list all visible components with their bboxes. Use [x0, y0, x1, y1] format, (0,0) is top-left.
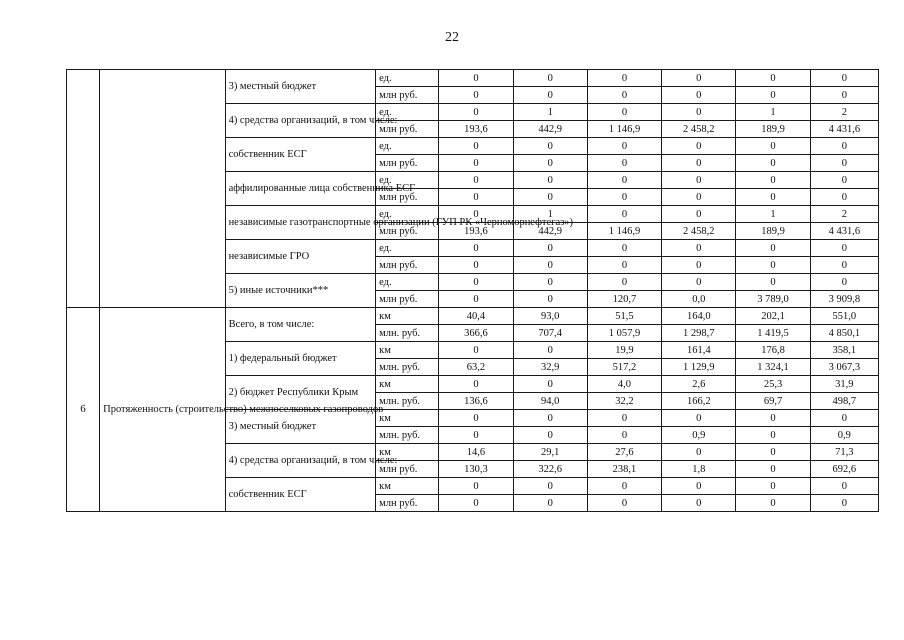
- value-cell: 0: [439, 87, 513, 104]
- unit-cell: км: [376, 342, 439, 359]
- value-cell: 0: [662, 495, 736, 512]
- value-cell: 0: [736, 427, 810, 444]
- value-cell: 0: [736, 87, 810, 104]
- value-cell: 0: [587, 104, 661, 121]
- unit-cell: млн руб.: [376, 495, 439, 512]
- value-cell: 0: [810, 240, 878, 257]
- value-cell: 14,6: [439, 444, 513, 461]
- value-cell: 0: [439, 206, 513, 223]
- value-cell: 551,0: [810, 308, 878, 325]
- value-cell: 0: [662, 104, 736, 121]
- value-cell: 0: [662, 189, 736, 206]
- value-cell: 0: [439, 172, 513, 189]
- value-cell: 0: [810, 274, 878, 291]
- value-cell: 130,3: [439, 461, 513, 478]
- value-cell: 0: [736, 410, 810, 427]
- value-cell: 0: [587, 70, 661, 87]
- value-cell: 0: [439, 189, 513, 206]
- table-row: [67, 308, 879, 325]
- value-cell: 0: [439, 376, 513, 393]
- value-cell: 0: [439, 410, 513, 427]
- value-cell: 2,6: [662, 376, 736, 393]
- value-cell: 2: [810, 104, 878, 121]
- unit-cell: ед.: [376, 104, 439, 121]
- value-cell: 0: [736, 444, 810, 461]
- funding-source-cell: 2) бюджет Республики Крым: [225, 376, 376, 410]
- value-cell: 69,7: [736, 393, 810, 410]
- indicator-cell: Протяженность (строительство) межпоселковых газопроводов: [100, 308, 225, 512]
- value-cell: 0: [587, 189, 661, 206]
- funding-source-cell: собственник ЕСГ: [225, 138, 376, 172]
- value-cell: 0: [513, 257, 587, 274]
- value-cell: 0: [587, 478, 661, 495]
- value-cell: 0: [513, 342, 587, 359]
- unit-cell: млн. руб.: [376, 427, 439, 444]
- value-cell: 1: [736, 206, 810, 223]
- value-cell: 0: [513, 172, 587, 189]
- value-cell: 2 458,2: [662, 223, 736, 240]
- value-cell: 0: [810, 189, 878, 206]
- funding-source-cell: Всего, в том числе:: [225, 308, 376, 342]
- value-cell: 0: [513, 478, 587, 495]
- unit-cell: км: [376, 410, 439, 427]
- value-cell: 164,0: [662, 308, 736, 325]
- value-cell: 0: [439, 274, 513, 291]
- unit-cell: ед.: [376, 206, 439, 223]
- value-cell: 3 067,3: [810, 359, 878, 376]
- value-cell: 0: [439, 155, 513, 172]
- unit-cell: ед.: [376, 138, 439, 155]
- value-cell: 0: [513, 87, 587, 104]
- unit-cell: ед.: [376, 70, 439, 87]
- value-cell: 0: [513, 291, 587, 308]
- unit-cell: млн руб.: [376, 461, 439, 478]
- value-cell: 0: [587, 257, 661, 274]
- value-cell: 0: [736, 138, 810, 155]
- value-cell: 3 789,0: [736, 291, 810, 308]
- value-cell: 0: [513, 495, 587, 512]
- value-cell: 32,9: [513, 359, 587, 376]
- value-cell: 0: [587, 274, 661, 291]
- value-cell: 0,9: [662, 427, 736, 444]
- value-cell: 0: [736, 495, 810, 512]
- value-cell: 193,6: [439, 121, 513, 138]
- value-cell: 0: [810, 155, 878, 172]
- value-cell: 0: [662, 87, 736, 104]
- value-cell: 0: [662, 257, 736, 274]
- value-cell: 19,9: [587, 342, 661, 359]
- funding-source-cell: 4) средства организаций, в том числе:: [225, 444, 376, 478]
- row-number-cell: [67, 70, 100, 308]
- funding-source-cell: 3) местный бюджет: [225, 70, 376, 104]
- value-cell: 0: [439, 257, 513, 274]
- value-cell: 0: [513, 274, 587, 291]
- value-cell: 0: [439, 427, 513, 444]
- value-cell: 0: [662, 206, 736, 223]
- funding-source-cell: 4) средства организаций, в том числе:: [225, 104, 376, 138]
- value-cell: 692,6: [810, 461, 878, 478]
- value-cell: 0: [513, 189, 587, 206]
- value-cell: 0: [810, 478, 878, 495]
- value-cell: 0: [810, 138, 878, 155]
- value-cell: 1 129,9: [662, 359, 736, 376]
- value-cell: 0: [662, 274, 736, 291]
- funding-source-cell: 1) федеральный бюджет: [225, 342, 376, 376]
- value-cell: 0: [587, 138, 661, 155]
- value-cell: 0: [587, 495, 661, 512]
- value-cell: 0: [662, 240, 736, 257]
- value-cell: 0: [736, 461, 810, 478]
- value-cell: 161,4: [662, 342, 736, 359]
- value-cell: 0: [736, 172, 810, 189]
- value-cell: 0: [587, 427, 661, 444]
- funding-source-cell: 3) местный бюджет: [225, 410, 376, 444]
- value-cell: 1 057,9: [587, 325, 661, 342]
- value-cell: 0: [662, 70, 736, 87]
- unit-cell: млн руб.: [376, 121, 439, 138]
- value-cell: 1: [736, 104, 810, 121]
- value-cell: 498,7: [810, 393, 878, 410]
- value-cell: 707,4: [513, 325, 587, 342]
- value-cell: 0: [662, 410, 736, 427]
- value-cell: 40,4: [439, 308, 513, 325]
- value-cell: 442,9: [513, 121, 587, 138]
- value-cell: 0: [810, 172, 878, 189]
- unit-cell: ед.: [376, 274, 439, 291]
- value-cell: 0: [662, 155, 736, 172]
- value-cell: 0: [587, 87, 661, 104]
- unit-cell: км: [376, 376, 439, 393]
- value-cell: 63,2: [439, 359, 513, 376]
- budget-table: [66, 69, 879, 512]
- value-cell: 0: [439, 342, 513, 359]
- value-cell: 32,2: [587, 393, 661, 410]
- funding-source-cell: независимые газотранспортные организации (ГУП РК «Черноморнефтегаз»): [225, 206, 376, 240]
- value-cell: 0: [513, 376, 587, 393]
- value-cell: 0: [439, 495, 513, 512]
- value-cell: 136,6: [439, 393, 513, 410]
- value-cell: 31,9: [810, 376, 878, 393]
- value-cell: 4 850,1: [810, 325, 878, 342]
- value-cell: 0: [736, 155, 810, 172]
- value-cell: 0: [662, 172, 736, 189]
- value-cell: 358,1: [810, 342, 878, 359]
- value-cell: 0,0: [662, 291, 736, 308]
- funding-source-cell: независимые ГРО: [225, 240, 376, 274]
- page-number: 22: [445, 30, 459, 45]
- value-cell: 120,7: [587, 291, 661, 308]
- unit-cell: млн руб.: [376, 291, 439, 308]
- value-cell: 25,3: [736, 376, 810, 393]
- value-cell: 0: [810, 257, 878, 274]
- value-cell: 1: [513, 206, 587, 223]
- value-cell: 27,6: [587, 444, 661, 461]
- row-number-cell: 6: [67, 308, 100, 512]
- value-cell: 176,8: [736, 342, 810, 359]
- funding-source-cell: аффилированные лица собственника ЕСГ: [225, 172, 376, 206]
- value-cell: 189,9: [736, 223, 810, 240]
- value-cell: 51,5: [587, 308, 661, 325]
- value-cell: 1 298,7: [662, 325, 736, 342]
- value-cell: 0: [810, 410, 878, 427]
- value-cell: 189,9: [736, 121, 810, 138]
- funding-source-cell: собственник ЕСГ: [225, 478, 376, 512]
- value-cell: 322,6: [513, 461, 587, 478]
- unit-cell: млн. руб.: [376, 325, 439, 342]
- value-cell: 0: [439, 478, 513, 495]
- unit-cell: млн руб.: [376, 257, 439, 274]
- value-cell: 0: [513, 240, 587, 257]
- value-cell: 4 431,6: [810, 121, 878, 138]
- value-cell: 29,1: [513, 444, 587, 461]
- value-cell: 0: [439, 138, 513, 155]
- value-cell: 238,1: [587, 461, 661, 478]
- value-cell: 0: [439, 70, 513, 87]
- value-cell: 3 909,8: [810, 291, 878, 308]
- value-cell: 1 419,5: [736, 325, 810, 342]
- value-cell: 202,1: [736, 308, 810, 325]
- value-cell: 1 146,9: [587, 223, 661, 240]
- value-cell: 0: [513, 70, 587, 87]
- value-cell: 0: [587, 410, 661, 427]
- unit-cell: млн руб.: [376, 189, 439, 206]
- value-cell: 0: [513, 138, 587, 155]
- unit-cell: млн. руб.: [376, 393, 439, 410]
- value-cell: 0: [439, 291, 513, 308]
- unit-cell: млн руб.: [376, 223, 439, 240]
- value-cell: 2: [810, 206, 878, 223]
- value-cell: 0: [736, 70, 810, 87]
- value-cell: 0: [513, 410, 587, 427]
- value-cell: 93,0: [513, 308, 587, 325]
- unit-cell: млн руб.: [376, 87, 439, 104]
- value-cell: 0: [736, 257, 810, 274]
- value-cell: 1 324,1: [736, 359, 810, 376]
- unit-cell: км: [376, 444, 439, 461]
- value-cell: 0: [587, 240, 661, 257]
- value-cell: 517,2: [587, 359, 661, 376]
- value-cell: 0: [587, 206, 661, 223]
- value-cell: 0: [736, 240, 810, 257]
- value-cell: 0: [662, 138, 736, 155]
- value-cell: 0: [810, 70, 878, 87]
- value-cell: 4 431,6: [810, 223, 878, 240]
- indicator-cell: [100, 70, 225, 308]
- value-cell: 166,2: [662, 393, 736, 410]
- unit-cell: ед.: [376, 240, 439, 257]
- value-cell: 1,8: [662, 461, 736, 478]
- value-cell: 2 458,2: [662, 121, 736, 138]
- value-cell: 1: [513, 104, 587, 121]
- value-cell: 0: [736, 478, 810, 495]
- value-cell: 0,9: [810, 427, 878, 444]
- unit-cell: млн руб.: [376, 155, 439, 172]
- value-cell: 0: [513, 155, 587, 172]
- value-cell: 0: [810, 87, 878, 104]
- value-cell: 0: [662, 478, 736, 495]
- value-cell: 0: [587, 172, 661, 189]
- table-row: [67, 70, 879, 87]
- value-cell: 71,3: [810, 444, 878, 461]
- value-cell: 442,9: [513, 223, 587, 240]
- value-cell: 366,6: [439, 325, 513, 342]
- funding-source-cell: 5) иные источники***: [225, 274, 376, 308]
- value-cell: 193,6: [439, 223, 513, 240]
- value-cell: 0: [810, 495, 878, 512]
- value-cell: 0: [513, 427, 587, 444]
- unit-cell: ед.: [376, 172, 439, 189]
- unit-cell: км: [376, 478, 439, 495]
- unit-cell: млн. руб.: [376, 359, 439, 376]
- value-cell: 0: [662, 444, 736, 461]
- value-cell: 94,0: [513, 393, 587, 410]
- value-cell: 1 146,9: [587, 121, 661, 138]
- value-cell: 0: [439, 240, 513, 257]
- value-cell: 0: [736, 189, 810, 206]
- value-cell: 0: [736, 274, 810, 291]
- value-cell: 0: [587, 155, 661, 172]
- value-cell: 0: [439, 104, 513, 121]
- unit-cell: км: [376, 308, 439, 325]
- value-cell: 4,0: [587, 376, 661, 393]
